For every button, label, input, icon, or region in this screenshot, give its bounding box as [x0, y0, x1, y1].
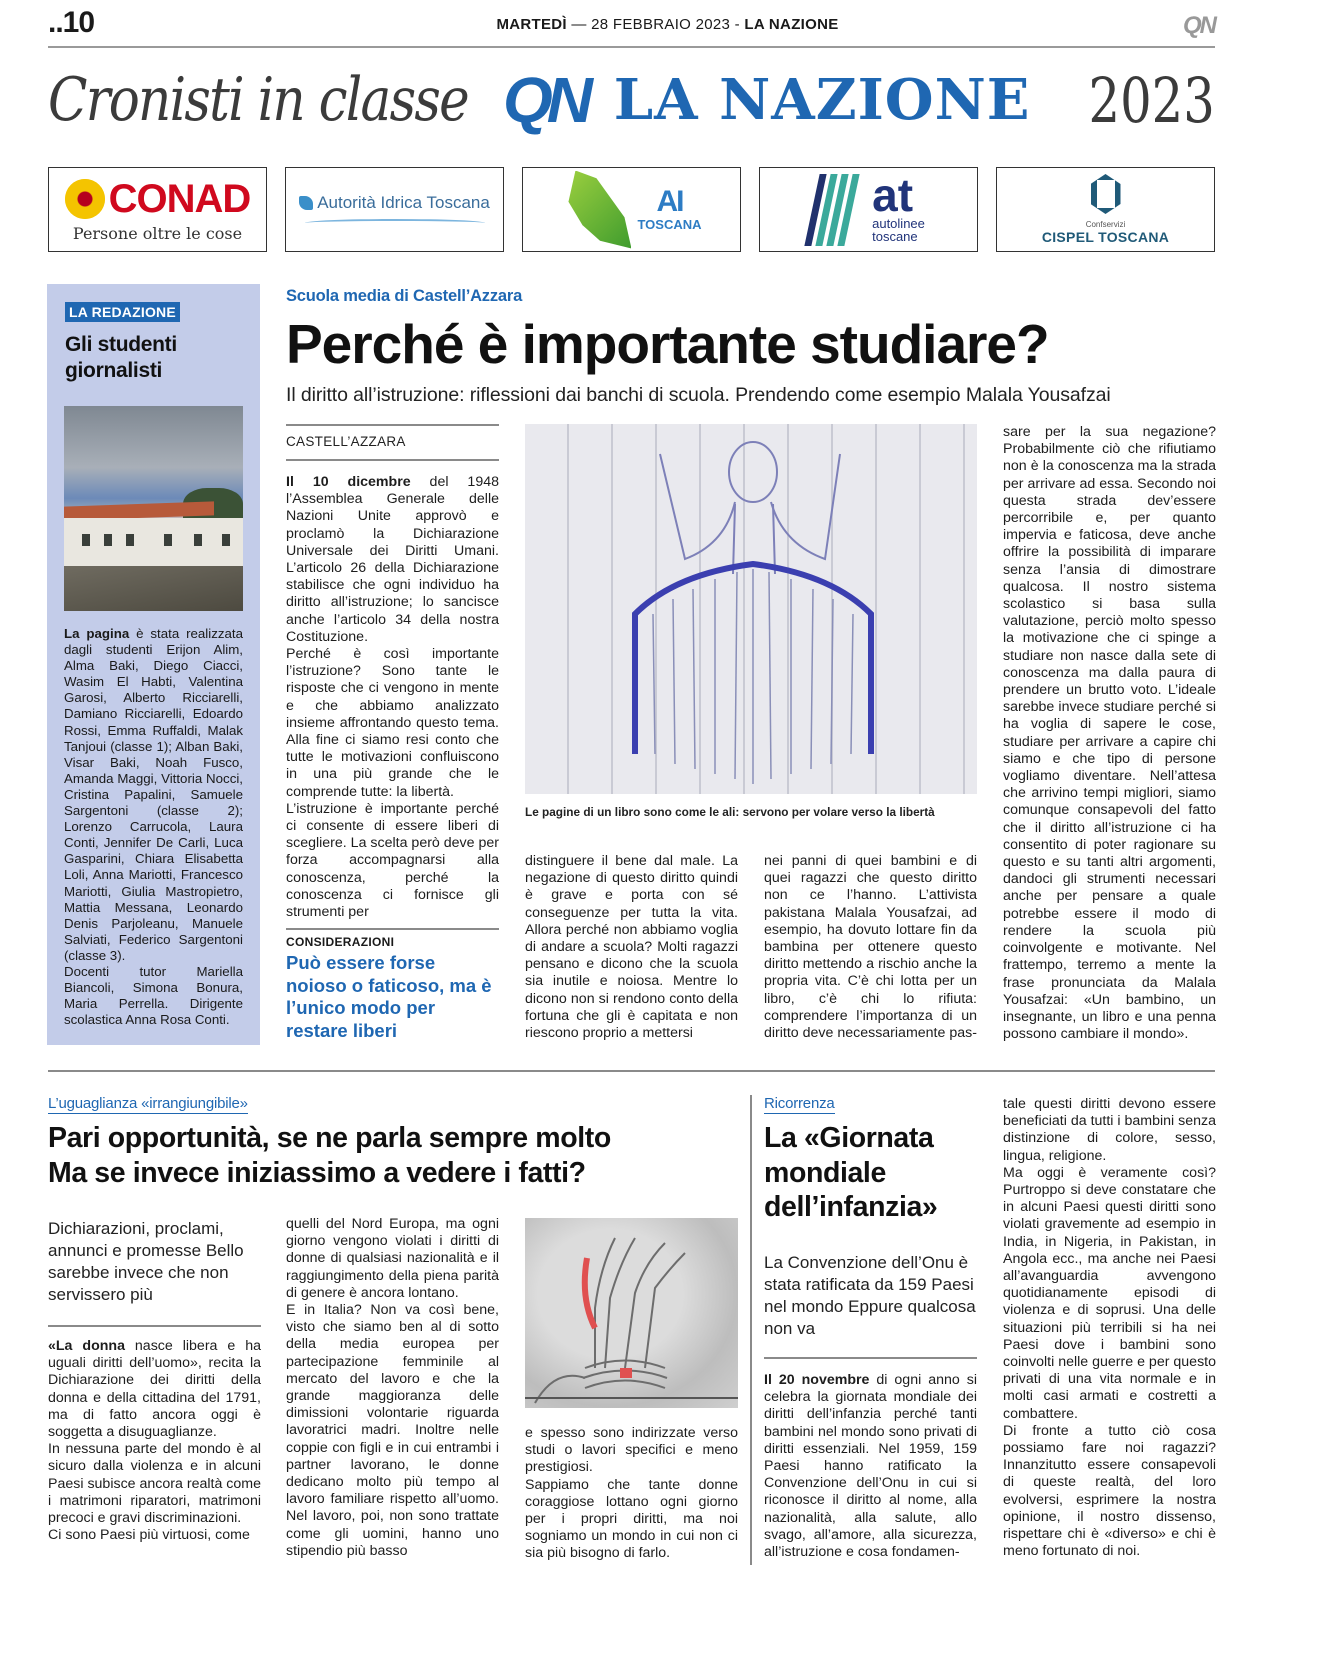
sponsor-bar [48, 167, 1215, 252]
school-photo [64, 406, 243, 611]
book-wings-drawing [525, 424, 977, 794]
main-article-col-3: nei panni di quei bambini e di quei ragazzi che questo diritto non ce l’hanno. L’attivista pakistana Malala Yousafzai, ad esempio, ha dovuto lottare fin da bambina per ottenere questo diritto mettendo a rischio anche la propria vita. C’è chi lotta per un libro, c’è chi lo rifiuta: comprendere l’importanza di un diritto deve necessariamente pas- [764, 853, 977, 1042]
main-kicker: Scuola media di Castell’Azzara [286, 287, 523, 305]
equality-subheadline: Dichiarazioni, proclami, annunci e promesse Bello sarebbe invece che non servissero più [48, 1219, 244, 1304]
book-wings-icon [525, 424, 977, 794]
series-title: Cronisti in classe [48, 65, 468, 135]
equality-kicker: L’uguaglianza «irrangiungibile» [48, 1095, 248, 1112]
column-divider [750, 1095, 752, 1565]
sponsor-cispel-toscana: Confservizi CISPEL TOSCANA [996, 167, 1215, 252]
divider [764, 1357, 977, 1359]
main-article-col-2: distinguere il bene dal male. La negazione di questo diritto quindi è grave e porta con sé conseguenze per tutta la vita. Allora perché non abbiamo voglia di andare a scuola? Molti ragazzi pensano e dicono che la scuola sia inutile e noiosa. Mentre lo dicono non si rendono conto della fortuna che gli è capitata e non riescono proprio a mettersi [525, 853, 738, 1042]
cispel-hexagon-icon [1091, 174, 1121, 214]
qn-logo: QN [503, 64, 588, 136]
tuscany-region-icon [299, 196, 313, 210]
sponsor-ai-toscana: AI TOSCANA [522, 167, 741, 252]
dateline-date: 28 FEBBRAIO 2023 [591, 16, 731, 33]
redazione-sidebar [47, 284, 260, 1045]
at-stripes-icon [804, 174, 867, 246]
childhood-subheadline: La Convenzione dell’Onu è stata ratificata da 159 Paesi nel mondo Eppure qualcosa non va [764, 1253, 976, 1338]
equality-col-1: «La donna nasce libera e ha uguali diritti dell’uomo», recita la Dichiarazione dei diritti della donna e della cittadina del 1791, ma di fatto ancora oggi è soggetta a disuguaglianze. In nessuna parte del mondo è al sicuro dalla violenza e in alcuni Paesi subisce ancora realtà come i matrimoni riparatori, matrimoni precoci e gravi discriminazioni. Ci sono Paesi più virtuosi, come [48, 1338, 262, 1544]
series-banner [48, 60, 1215, 140]
main-article-col-1: Il 10 dicembre del 1948 l’Assemblea Generale delle Nazioni Unite approvò e proclamò la Dichiarazione Universale dei Diritti Umani. L’articolo 26 della Dichiarazione stabilisce che ogni individuo ha diritto all’istruzione; lo sancisce anche l’articolo 34 della nostra Costituzione. Perché è così importante l’istruzione? Sono tante le risposte che ci vengono in mente e che abbiamo analizzato insieme affrontando questo tema. Alla fine ci siamo resi conto che tutte le motivazioni confluiscono in una più grande che le comprende tutte: la libertà. L’istruzione è importante perché ci consente di essere liberi di scegliere. La scelta però deve per forza accompagnarsi alla conoscenza, perché la conoscenza ci fornisce gli strumenti per [286, 474, 499, 921]
water-wave-icon [305, 219, 485, 227]
tuscany-map-icon [561, 171, 631, 249]
equality-col-3: e spesso sono indirizzate verso studi o lavori specifici e meno prestigiosi. Sappiamo che tante donne coraggiose lottano ogni giorno per i propri diritti, ma noi sogniamo un mondo in cui non ci sia più bisogno di farlo. [525, 1425, 738, 1562]
image-caption: Le pagine di un libro sono come le ali: servono per volare verso la libertà [525, 805, 935, 819]
conad-daisy-icon [65, 179, 105, 219]
divider [286, 928, 499, 930]
childhood-col-1: Il 20 novembre di ogni anno si celebra la giornata mondiale dei diritti dell’infanzia perché tanti bambini nel mondo sono privati di diritti essenziali. Nel 1959, 159 Paesi hanno ratificato la Convenzione dell’Onu in cui si riconosce il diritto al nome, alla nazionalità, alla salute, allo svago, all’amore, alla sicurezza, all’istruzione e cosa fondamen- [764, 1372, 977, 1561]
header-divider [48, 46, 1215, 48]
page-number: ..10 [48, 6, 95, 39]
divider [286, 459, 499, 461]
sponsor-autorita-idrica: Autorità Idrica Toscana [285, 167, 504, 252]
sponsor-autolinee-toscane: at autolinee toscane [759, 167, 978, 252]
considerations-label: CONSIDERAZIONI [286, 935, 395, 949]
dateline-location: CASTELL’AZZARA [286, 434, 406, 449]
sidebar-tutors: Docenti tutor Mariella Biancoli, Simona Bonura, Maria Perrella. Dirigente scolastica Anna Rosa Conti. [64, 963, 243, 1028]
equality-headline: Pari opportunità, se ne parla sempre molto Ma se invece iniziassimo a vedere i fatti? [48, 1122, 611, 1189]
qn-corner-logo: QN [1183, 12, 1215, 39]
childhood-col-2: tale questi diritti devono essere beneficiati da tutti i bambini senza distinzione di colore, sesso, lingua, religione. Ma oggi è veramente così? Purtroppo si deve constatare che in alcuni Paesi questi diritti sono violati gravemente ad esempio in India, in Nigeria, in Pakistan, in Angola ecc., ma anche nei Paesi all’avanguardia avvengono quotidianamente episodi di violenza e di soprusi. Una delle situazioni più terribili si ha nei Paesi dove i bambini sono coinvolti nelle guerre e per questo privati di una vita normale e in molti casi armati e costretti a combattere. Di fronte a tutto ciò cosa possiamo fare noi ragazzi? Innanzitutto essere consapevoli di queste realtà, del loro evolversi, esprimere la nostra opinione, il nostro dissenso, rispettare chi è «diverso» e chi è meno fortunato di noi. [1003, 1096, 1216, 1560]
sidebar-credits: La pagina è stata realizzata dagli studenti Erijon Alim, Alma Baki, Diego Ciacci, Wasim El Habti, Valentina Garosi, Alberto Ricciarelli, Damiano Ricciarelli, Edoardo Rossi, Emma Ruffaldi, Malak Tanjoui (classe 1); Alban Baki, Visar Baki, Noah Fusco, Amanda Maggi, Vittoria Nocci, Cristina Papalini, Samuele Sargentoni (classe 2); Lorenzo Carrucola, Laura Conti, Jennifer De Carli, Luca Gasparini, Chiara Elisabetta Loli, Anna Mariotti, Francesco Mariotti, Giulia Mastropietro, Mattia Messana, Leonardo Denis Parjoleanu, Manuele Salviati, Federico Sargentoni (classe 3). Docenti tutor Mariella Biancoli, Simona Bonura, Maria Perrella. Dirigente scolastica Anna Rosa Conti. [64, 626, 243, 1028]
dateline: MARTEDÌ — 28 FEBBRAIO 2023 - LA NAZIONE [496, 16, 839, 33]
equality-col-2: quelli del Nord Europa, ma ogni giorno vengono violati i diritti di donne di qualsiasi nazionalità e il raggiungimento della piena parità di genere è ancora lontano. E in Italia? Non va così bene, visto che siamo ben al di sotto della media europea per partecipazione femminile al mercato del lavoro e che la grande maggioranza delle dimissioni volontarie riguarda lavoratrici madri. Inoltre nelle coppie con figli e in cui entrambi i partner lavorano, le donne dedicano molto più tempo al lavoro familiare rispetto all’uomo. Nel lavoro, poi, non sono trattate come gli uomini, hanno uno stipendio più basso [286, 1216, 499, 1559]
dateline-newspaper: LA NAZIONE [744, 16, 839, 33]
section-tag: LA REDAZIONE [65, 302, 180, 322]
divider [286, 424, 499, 426]
dateline-day: MARTEDÌ [496, 16, 567, 33]
section-divider [48, 1070, 1215, 1072]
tied-hands-drawing [525, 1218, 738, 1408]
sidebar-title: Gli studenti giornalisti [65, 333, 177, 383]
childhood-kicker: Ricorrenza [764, 1095, 835, 1112]
childhood-headline: La «Giornata mondiale dell’infanzia» [764, 1122, 938, 1223]
main-headline: Perché è importante studiare? [286, 313, 1049, 375]
pull-quote: Può essere forse noioso o faticoso, ma è l’unico modo per restare liberi [286, 952, 492, 1041]
divider [48, 1325, 261, 1327]
main-article-col-4: sare per la sua negazione? Probabilmente ciò che rifiutiamo non è la conoscenza ma la strada per arrivare ad essa. Secondo noi questa strada dev’essere percorribile e, per quanto impervia e faticosa, deve anche offrire la possibilità di imparare senza l’ansia di dimostrare qualcosa. Il nostro sistema scolastico si basa sulla valutazione, perciò molto spesso la motivazione che ci spinge a studiare non nasce dalla sete di conoscenza ma dalla paura di prendere un brutto voto. L’ideale sarebbe invece studiare perché si ha voglia di sapere le cose, studiare per arrivare a capire chi siamo e che tipo di persone vogliamo diventare. Nell’attesa che arrivino tempi migliori, siamo comunque consapevoli del fatto che il diritto all’istruzione ci ha consentito di poter ragionare su questo e su tanti altri argomenti, dandoci gli strumenti necessari anche per pensare a quale potrebbe essere il modo di rendere la scuola più coinvolgente e motivante. Nel frattempo, terremo a mente la frase pronunciata da Malala Yousafzai: «Un bambino, un insegnante, un libro e una penna possono cambiare il mondo». [1003, 424, 1216, 1043]
tied-hands-icon [525, 1218, 738, 1408]
sponsor-conad: CONAD Persone oltre le cose [48, 167, 267, 252]
main-subheadline: Il diritto all’istruzione: riflessioni dai banchi di scuola. Prendendo come esempio Malala Yousafzai [286, 384, 1111, 406]
banner-year: 2023 [1088, 63, 1215, 137]
newspaper-logo: LA NAZIONE [613, 67, 1031, 133]
